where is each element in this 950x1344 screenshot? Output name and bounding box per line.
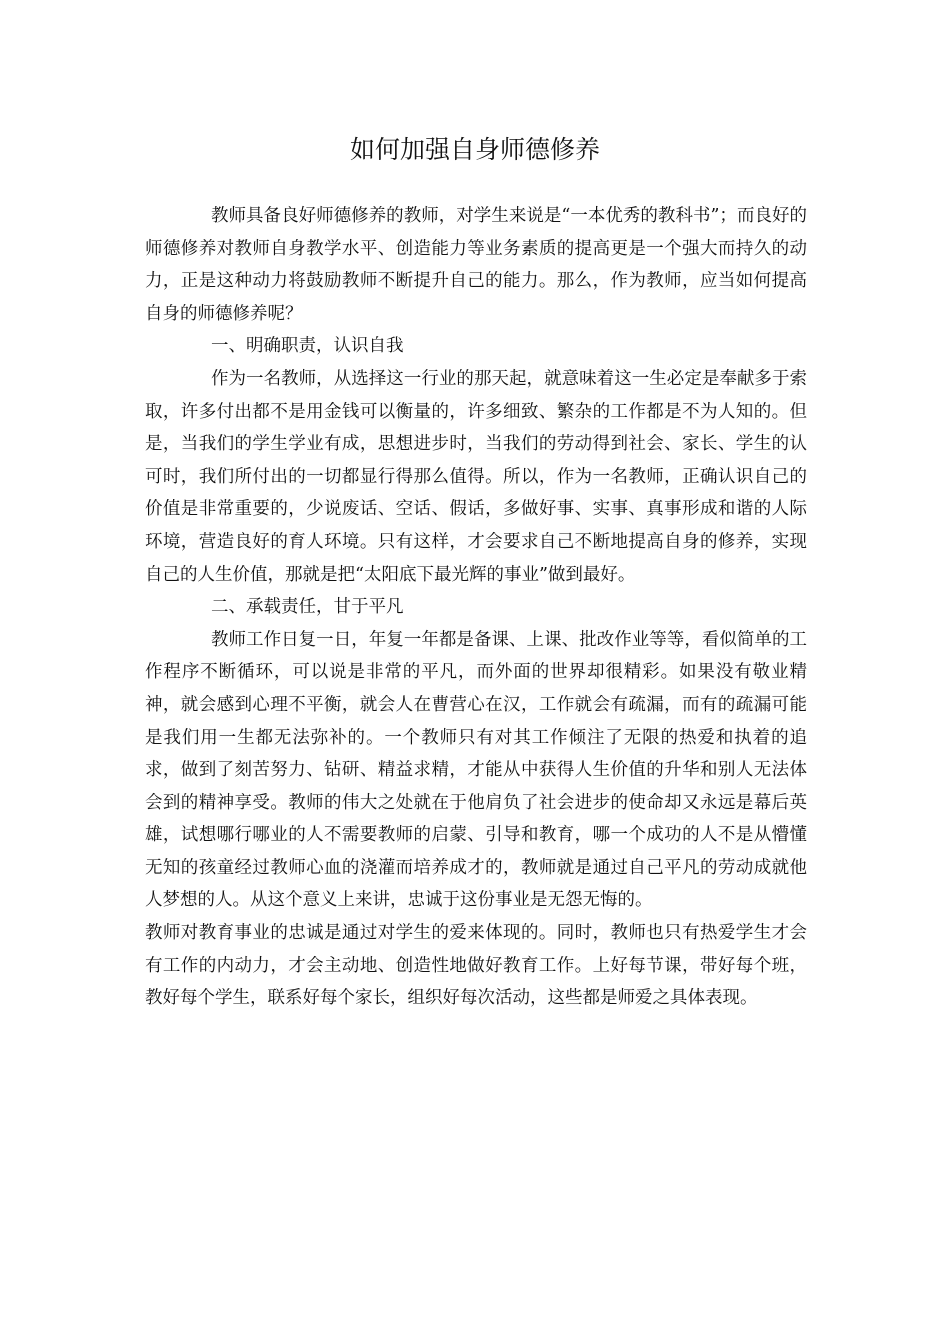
section-heading-1: 一、明确职责，认识自我 xyxy=(211,336,404,357)
intro-paragraph: 教师具备良好师德修养的教师，对学生来说是“一本优秀的教科书”；而良好的师德修养对教师自身教学水平、创造能力等业务素质的提高更是一个强大而持久的动力，正是这种动力将鼓励教师不断提升自己的能力。那么，作为教师，应当如何提高自身的师德修养呢？ xyxy=(145,206,807,324)
document-body xyxy=(145,200,807,1015)
document-title: 如何加强自身师德修养 xyxy=(349,135,600,164)
section-heading-2: 二、承载责任，甘于平凡 xyxy=(211,597,404,618)
section-2-paragraph: 教师工作日复一日，年复一年都是备课、上课、批改作业等等，看似简单的工作程序不断循环，可以说是非常的平凡，而外面的世界却很精彩。如果没有敬业精神，就会感到心理不平衡，就会人在曹营心在汉，工作就会有疏漏，而有的疏漏可能是我们用一生都无法弥补的。一个教师只有对其工作倾注了无限的热爱和执着的追求，做到了刻苦努力、钻研、精益求精，才能从中获得人生价值的升华和别人无法体会到的精神享受。教师的伟大之处就在于他肩负了社会进步的使命却又永远是幕后英雄，试想哪行哪业的人不需要教师的启蒙、引导和教育，哪一个成功的人不是从懵懂无知的孩童经过教师心血的浇灌而培养成才的，教师就是通过自己平凡的劳动成就他人梦想的人。从这个意义上来讲，忠诚于这份事业是无怨无悔的。 xyxy=(145,629,807,911)
section-2-paragraph-continued: 教师对教育事业的忠诚是通过对学生的爱来体现的。同时，教师也只有热爱学生才会有工作的内动力，才会主动地、创造性地做好教育工作。上好每节课，带好每个班，教好每个学生，联系好每个家长，组织好每次活动，这些都是师爱之具体表现。 xyxy=(145,923,807,1009)
section-1-paragraph: 作为一名教师，从选择这一行业的那天起，就意味着这一生必定是奉献多于索取，许多付出都不是用金钱可以衡量的，许多细致、繁杂的工作都是不为人知的。但是，当我们的学生学业有成，思想进步时，当我们的劳动得到社会、家长、学生的认可时，我们所付出的一切都显行得那么值得。所以，作为一名教师，正确认识自己的价值是非常重要的，少说废话、空话、假话，多做好事、实事、真事形成和谐的人际环境，营造良好的育人环境。只有这样，才会要求自己不断地提高自身的修养，实现自己的人生价值，那就是把“太阳底下最光辉的事业”做到最好。 xyxy=(145,368,807,585)
